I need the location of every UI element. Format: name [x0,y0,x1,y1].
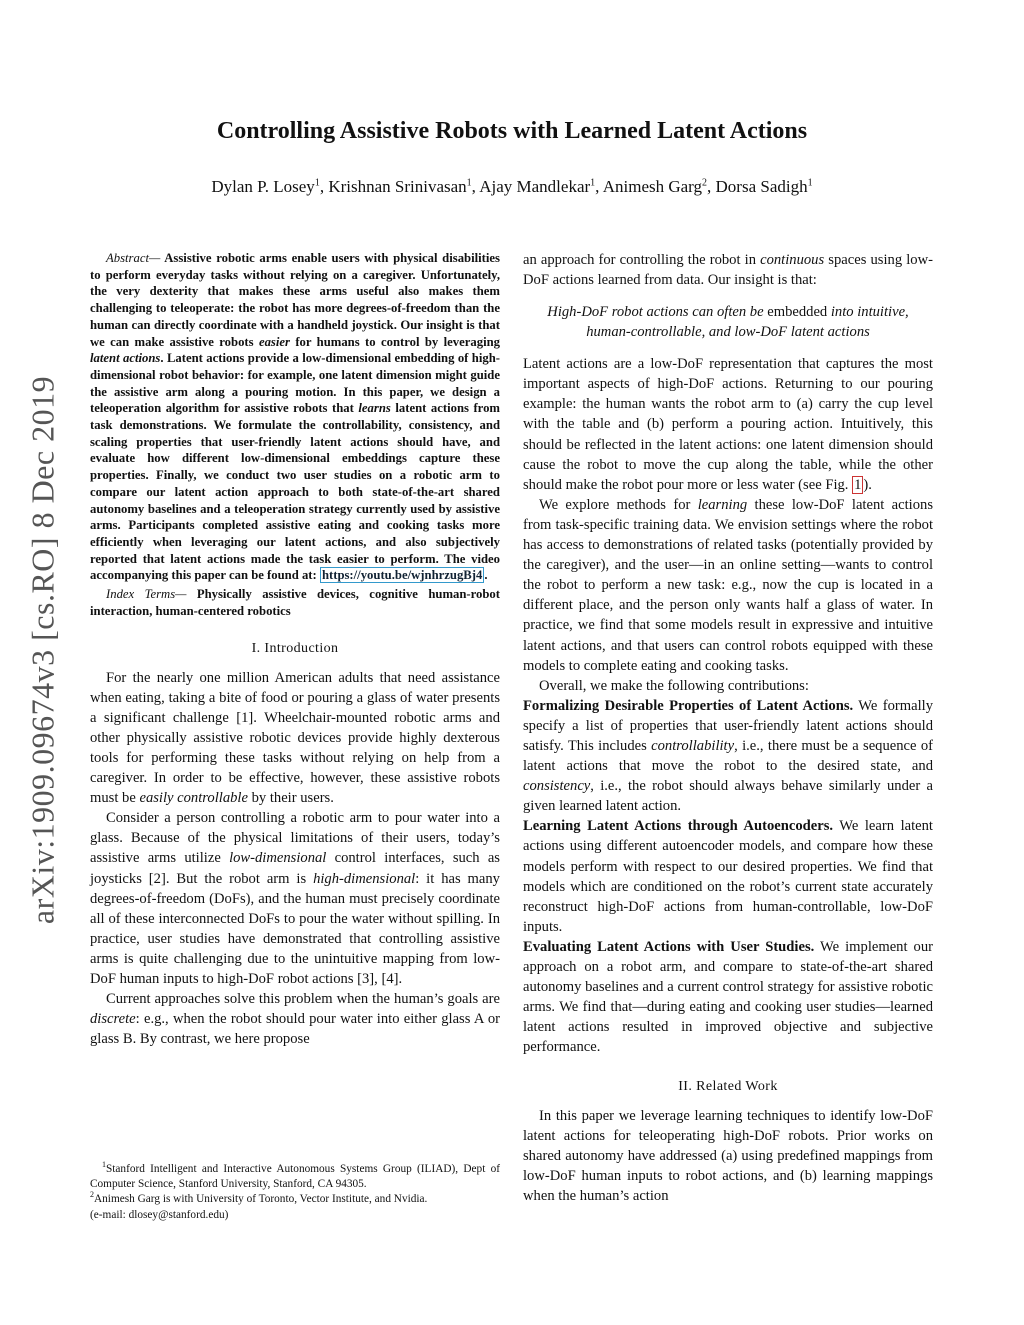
body-paragraph: an approach for controlling the robot in continuous spaces using low-DoF actions learned from data. Our insight is that: [523,252,933,289]
footnote-1: $^1$Stanford Intelligent and Interactive Autonomous Systems Group (ILIAD), Dept of Computer Science, Stanford University, Stanford, CA 94305. [90,1160,500,1191]
author-name: Ajay Mandlekar [479,177,591,196]
section-heading-introduction: I. Introduction [251,641,339,657]
footnotes [90,1162,500,1223]
abstract-label: Abstract— [106,251,161,265]
insight-quote: High-DoF robot actions can often be embedded into intuitive, human-controllable, and low-DoF latent actions [547,304,909,341]
body-paragraph: Latent actions are a low-DoF representation that captures the most important aspects of high-DoF actions. Returning to our pouring example: the human wants the robot arm to (a) carry the cup level with the table and (b) perform a pouring action. Intuitively, this should be reflected in the latent actions: one latent dimension should cause the robot to move the cup along the table, while the other should make the robot pour more or less water (see Fig. 1 ). [523,356,933,493]
right-column [523,250,933,1206]
intro-paragraph-2: Consider a person controlling a robotic arm to pour water into a glass. Because of the physical limitations of their users, today’s assistive arms utilize low-dimensional control interfaces, such as joysticks [2]. But the robot arm is high-dimensional: it has many degrees-of-freedom (DoFs), and the human must precisely coordinate all of these interconnected DoFs to pour the water without spilling. In practice, user studies have demonstrated that controlling assistive arms is quite challenging due to the unintuitive mapping from low-DoF human inputs to high-DoF robot actions [3], [4]. [90,810,500,987]
arxiv-sidebar [18,330,68,970]
affiliation-mark: 1 [466,177,472,189]
section-heading-related-work: II. Related Work [678,1079,778,1095]
body-paragraph: Overall, we make the following contributions: [539,677,809,694]
video-link[interactable]: https://youtu.be/wjnhrzugBj4 [321,568,483,583]
contribution-2: Learning Latent Actions through Autoencoders. We learn latent actions using different autoencoder models, and compare how these models perform with respect to our desired properties. We find that models which are conditioned on the robot’s current state accurately reconstruct high-DoF actions from human-controllable, low-DoF inputs. [523,818,933,935]
related-work-paragraph: In this paper we leverage learning techniques to identify low-DoF latent actions for teleoperating high-DoF robots. Prior works on shared autonomy have addressed (a) using predefined mappings from low-DoF human inputs to robot actions, and (b) learning mappings when the human’s action [523,1107,933,1204]
affiliation-mark: 1 [807,177,813,189]
index-terms: Index Terms— Physically assistive devices, cognitive human-robot interaction, human-centered robotics [90,587,501,618]
index-terms-label: Index Terms— [106,587,187,602]
paper-title: Controlling Assistive Robots with Learned Latent Actions [216,118,808,144]
affiliation-mark: 1 [590,177,596,189]
contribution-1: Formalizing Desirable Properties of Latent Actions. We formally specify a list of properties that user-friendly latent actions should satisfy. This includes controllability, i.e., there must be a sequence of latent actions that move the robot to the desired state, and consistency, i.e., the robot should always behave similarly under a given learned latent action. [523,697,934,815]
intro-paragraph-3: Current approaches solve this problem when the human’s goals are discrete: e.g., when the robot should pour water into either glass A or glass B. By contrast, we here propose [90,991,500,1048]
body-paragraph: We explore methods for learning these low-DoF latent actions from task-specific training data. We envision settings where the robot has access to demonstrations of related tasks (potentially provided by the caregiver), and the user—in an online setting—wants to control the robot to perform a new task: e.g., now the cup is located in a different place, and the person only wants half a glass of water. In practice, we find that some models result in expressive and intuitive latent actions, and that users can control robots equipped with these models to complete eating and cooking tasks. [523,496,933,674]
contribution-3: Evaluating Latent Actions with User Studies. We implement our approach on a robot arm, and compare to state-of-the-art shared autonomy baselines and a current control strategy for assistive robotic arms. We find that—during eating and cooking user studies—learned latent actions resulted in improved objective and subjective performance. [523,938,933,1056]
author-name: Animesh Garg [602,177,703,196]
intro-paragraph-1: For the nearly one million American adults that need assistance when eating, taking a bite of food or pouring a glass of water presents a significant challenge [1]. Wheelchair-mounted robotic arms and other physically assistive robotic devices provide highly dexterous tools for performing these tasks without relying on help from a caregiver. In order to be effective, however, these assistive robots must be easily controllable by their users. [90,669,500,807]
arxiv-identifier: arXiv:1909.09674v3 [cs.RO] 8 Dec 2019 [24,375,61,925]
affiliation-mark: 1 [314,177,320,189]
author-name: Krishnan Srinivasan [328,177,467,196]
author-list: Dylan P. Losey$^1$, Krishnan Srinivasan$^1$, Ajay Mandlekar$^1$, Animesh Garg$^2$, Dorsa Sadigh$^1$ [211,177,813,196]
footnote-email: (e-mail: dlosey@stanford.edu) [90,1208,229,1221]
affiliation-mark: 2 [702,177,708,189]
abstract: Abstract— Assistive robotic arms enable users with physical disabilities to perform everyday tasks without relying on a caregiver. Unfortunately, the very dexterity that makes these arms useful also makes them challenging to teleoperate: the robot has more degrees-of-freedom than the human can directly coordinate with a handheld joystick. Our insight is that we can make assistive robots easier for humans to control by leveraging latent actions. Latent actions provide a low-dimensional embedding of high-dimensional robot behavior: for example, one latent dimension might guide the assistive arm along a pouring motion. In this paper, we design a teleoperation algorithm for assistive robots that learns latent actions from task demonstrations. We formulate the controllability, consistency, and scaling properties that user-friendly latent actions should have, and evaluate how different low-dimensional embeddings capture these properties. Finally, we conduct two user studies on a robotic arm to compare our latent action approach to both state-of-the-art shared autonomy baselines and a teleoperation strategy currently used by assistive arms. Participants completed assistive eating and cooking tasks more efficiently when leveraging our latent actions, and also subjectively reported that latent actions made the task easier to perform. The video accompanying this paper can be found at: https://youtu.be/wjnhrzugBj4 . [90,251,501,583]
figure-reference[interactable]: 1 [854,476,862,493]
footnote-2: $^2$Animesh Garg is with University of Toronto, Vector Institute, and Nvidia. [90,1190,428,1206]
left-column [90,250,500,1049]
author-name: Dorsa Sadigh [715,177,808,196]
author-name: Dylan P. Losey [211,177,315,196]
